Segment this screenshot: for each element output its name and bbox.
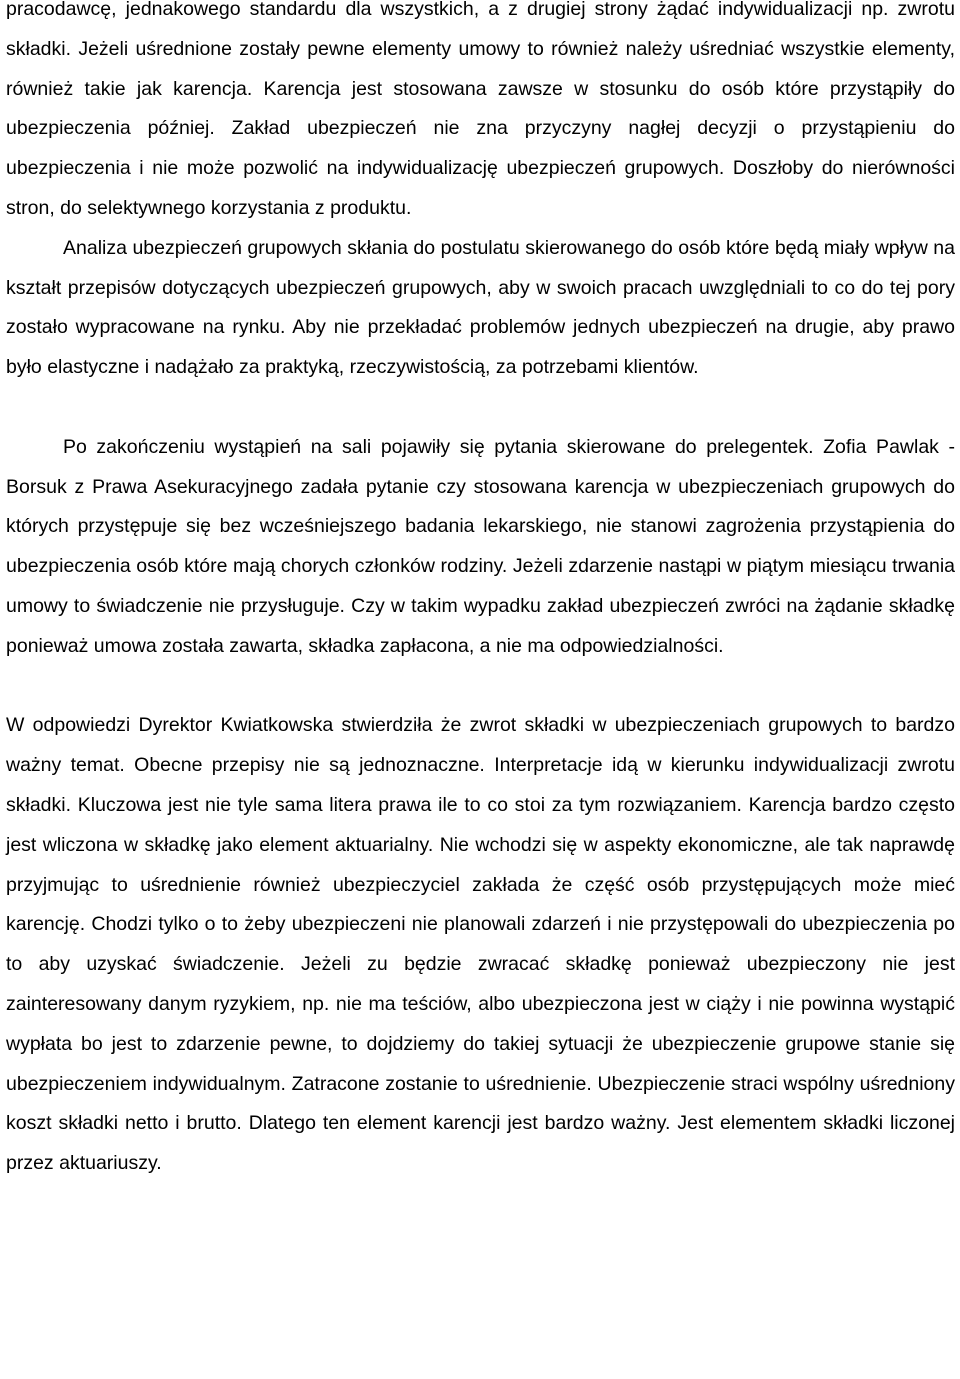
paragraph-karencja: pracodawcę, jednakowego standardu dla wszystkich, a z drugiej strony żądać indywidualizacji np. zwrotu składki. Jeżeli uśrednione zostały pewne elementy umowy to również należy uśredniać wszystkie elementy, również takie jak karencja. Karencja jest stosowana zawsze w stosunku do osób które przystąpiły do ubezpieczenia później. Zakład ubezpieczeń nie zna przyczyny nagłej decyzji o przystąpieniu do ubezpieczenia i nie może pozwolić na indywidualizację ubezpieczeń grupowych. Doszłoby do nierówności stron, do selektywnego korzystania z produktu. — [6, 0, 955, 219]
paragraph-analiza: Analiza ubezpieczeń grupowych skłania do postulatu skierowanego do osób które będą miały wpływ na kształt przepisów dotyczących ubezpieczeń grupowych, aby w swoich pracach uwzględniali to co do tej pory zostało wypracowane na rynku. Aby nie przekładać problemów jednych ubezpieczeń na drugie, aby prawo było elastyczne i nadążało za praktyką, rzeczywistością, za potrzebami klientów. — [6, 236, 955, 379]
paragraph-pytania: Po zakończeniu wystąpień na sali pojawiły się pytania skierowane do prelegentek. Zofia Pawlak - Borsuk z Prawa Asekuracyjnego zadała pytanie czy stosowana karencja w ubezpieczeniach grupowych do których przystępuje się bez wcześniejszego badania lekarskiego, nie stanowi zagrożenia przystąpienia do ubezpieczenia osób które mają chorych członków rodziny. Jeżeli zdarzenie nastąpi w piątym miesiącu trwania umowy to świadczenie nie przysługuje. Czy w takim wypadku zakład ubezpieczeń zwróci na żądanie składkę ponieważ umowa została zawarta, składka zapłacona, a nie ma odpowiedzialności. — [6, 435, 955, 657]
paragraph-odpowiedz: W odpowiedzi Dyrektor Kwiatkowska stwierdziła że zwrot składki w ubezpieczeniach grupowych to bardzo ważny temat. Obecne przepisy nie są jednoznaczne. Interpretacje idą w kierunku indywidualizacji zwrotu składki. Kluczowa jest nie tyle sama litera prawa ile to co stoi za tym rozwiązaniem. Karencja bardzo często jest wliczona w składkę jako element aktuarialny. Nie wchodzi się w aspekty ekonomiczne, ale tak naprawdę przyjmując to uśrednienie również ubezpieczyciel zakłada że część osób przystępujących może mieć karencję. Chodzi tylko o to żeby ubezpieczeni nie planowali zdarzeń i nie przystępowali do ubezpieczenia po to aby uzyskać świadczenie. Jeżeli zu będzie zwracać składkę ponieważ ubezpieczony nie jest zainteresowany danym ryzykiem, np. nie ma teściów, albo ubezpieczona jest w ciąży i nie powinna wystąpić wypłata bo jest to zdarzenie pewne, to dojdziemy do takiej sytuacji że ubezpieczenie grupowe stanie się ubezpieczeniem indywidualnym. Zatracone zostanie to uśrednienie. Ubezpieczenie straci wspólny uśredniony koszt składki netto i brutto. Dlatego ten element karencji jest bardzo ważny. Jest elementem składki liczonej przez aktuariuszy. — [6, 714, 955, 1175]
document-page — [6, 0, 955, 1184]
